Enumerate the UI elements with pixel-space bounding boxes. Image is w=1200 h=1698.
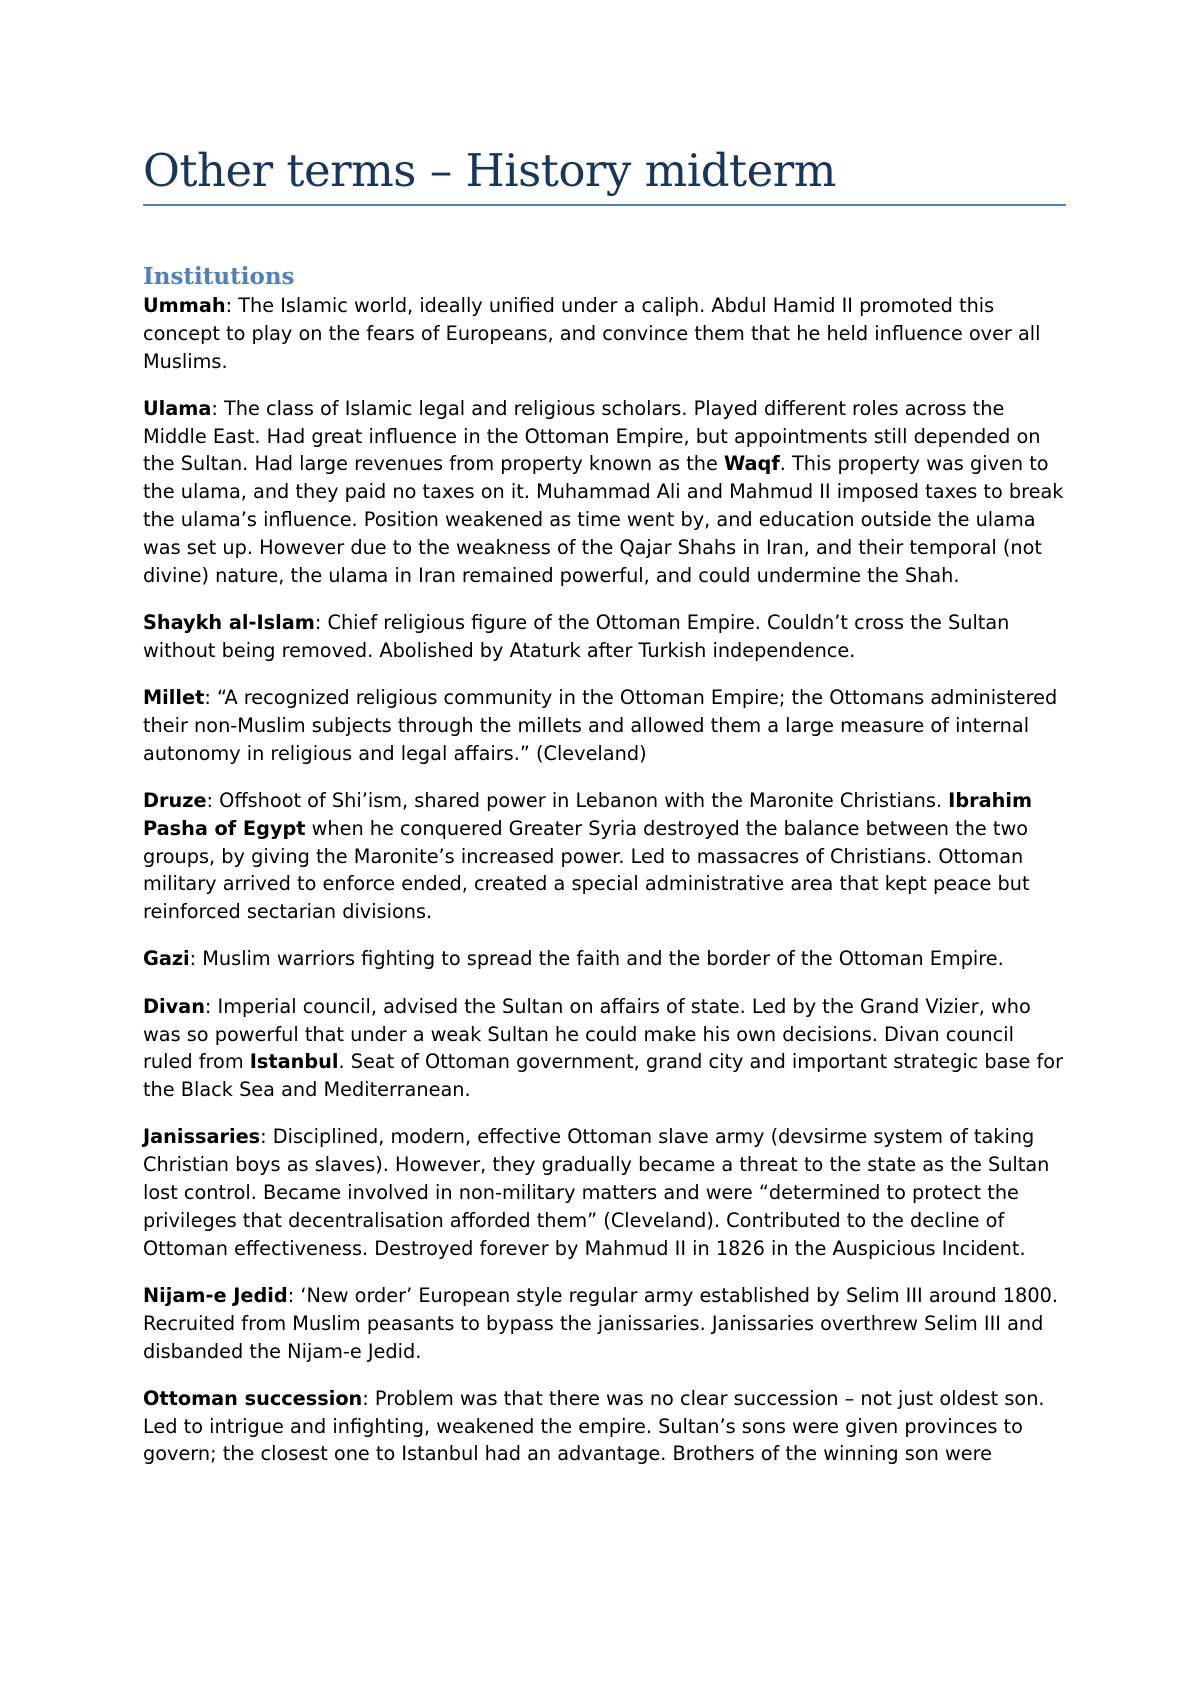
term-keyword: Millet (143, 686, 205, 710)
term-text: : The class of Islamic legal and religious scholars. Played different roles across the Middle East. Had great influence in the Ottoman Empire, but appointments still depended on the Sultan. Had large revenues from property known as the (143, 396, 1041, 476)
term-keyword: Janissaries (143, 1125, 261, 1149)
term-text: : Offshoot of Shi’ism, shared power in Lebanon with the Maronite Christians. (206, 788, 949, 812)
term-entry (143, 993, 1066, 1104)
term-keyword: Gazi (143, 947, 190, 971)
term-entry (143, 1282, 1066, 1365)
term-keyword: Shaykh al-Islam (143, 610, 315, 634)
term-entry (143, 609, 1066, 665)
term-text: : Imperial council, advised the Sultan on affairs of state. Led by the Grand Vizier, who was so powerful that under a weak Sultan he could make his own decisions. Divan council ruled from (143, 994, 1031, 1074)
term-keyword: Divan (143, 994, 205, 1018)
term-keyword: Ottoman succession (143, 1386, 363, 1410)
term-keyword: Istanbul (249, 1050, 339, 1074)
entries-list (143, 292, 1066, 1468)
document-page (143, 140, 1066, 1488)
term-text: : “A recognized religious community in the Ottoman Empire; the Ottomans administered their non-Muslim subjects through the millets and allowed them a large measure of internal autonomy in religious and legal affairs.” (Cleveland) (143, 686, 1058, 765)
term-text: . Seat of Ottoman government, grand city and important strategic base for the Black Sea and Mediterranean. (143, 1050, 1064, 1102)
term-text: : Chief religious figure of the Ottoman Empire. Couldn’t cross the Sultan without being removed. Abolished by Ataturk after Turkish independence. (143, 610, 1010, 662)
term-entry (143, 1385, 1066, 1468)
term-keyword: Ummah (143, 294, 226, 317)
page-title: Other terms – History midterm (143, 140, 1066, 206)
term-text: : Problem was that there was no clear succession – not just oldest son. Led to intrigue and infighting, weakened the empire. Sultan’s sons were given provinces to govern; the closest one to Istanbul had an advantage. Brothers of the winning son were (143, 1386, 1045, 1466)
term-entry (143, 395, 1066, 590)
term-entry (143, 787, 1066, 926)
term-entry (143, 684, 1066, 767)
term-text: : ‘New order’ European style regular army established by Selim III around 1800. Recruited from Muslim peasants to bypass the janissaries. Janissaries overthrew Selim III and disbanded the Nijam-e Jedid. (143, 1283, 1058, 1363)
term-text: . This property was given to the ulama, and they paid no taxes on it. Muhammad Ali and Mahmud II imposed taxes to break the ulama’s influence. Position weakened as time went by, and education outside the ulama was set up. However due to the weakness of the Qajar Shahs in Iran, and their temporal (not divine) nature, the ulama in Iran remained powerful, and could undermine the Shah. (143, 452, 1064, 587)
term-entry (143, 945, 1066, 973)
term-text: : Disciplined, modern, effective Ottoman slave army (devsirme system of taking Christian boys as slaves). However, they gradually became a threat to the state as the Sultan lost control. Became involved in non-military matters and were “determined to protect the privileges that decentralisation afforded them” (Cleveland). Contributed to the decline of Ottoman effectiveness. Destroyed forever by Mahmud II in 1826 in the Auspicious Incident. (143, 1125, 1050, 1260)
term-text: : The Islamic world, ideally unified under a caliph. Abdul Hamid II promoted this concept to play on the fears of Europeans, and convince them that he held influence over all Muslims. (143, 294, 1041, 373)
section-heading-institutions: Institutions (143, 263, 295, 290)
term-keyword: Ibrahim Pasha of Egypt (143, 788, 1033, 840)
term-entry (143, 1123, 1066, 1262)
term-keyword: Waqf (723, 452, 780, 476)
term-keyword: Ulama (143, 396, 212, 420)
term-text: : Muslim warriors fighting to spread the faith and the border of the Ottoman Empire. (189, 947, 1004, 971)
term-text: when he conquered Greater Syria destroyed the balance between the two groups, by giving the Maronite’s increased power. Led to massacres of Christians. Ottoman military arrived to enforce ended, created a special administrative area that kept peace but reinforced sectarian divisions. (143, 816, 1030, 924)
term-keyword: Nijam-e Jedid (143, 1283, 288, 1307)
term-entry (143, 292, 1066, 375)
term-keyword: Druze (143, 788, 207, 812)
